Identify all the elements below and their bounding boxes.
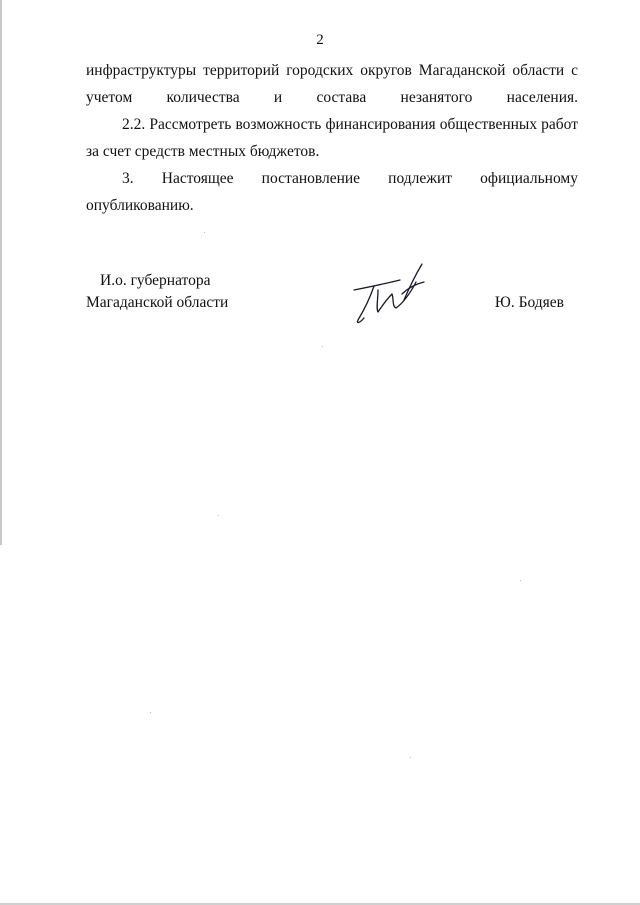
document-body — [86, 58, 578, 220]
page-number: 2 — [316, 32, 324, 48]
signature-block — [86, 270, 578, 350]
paragraph-3: 3. Настоящее постановление подлежит официальному опубликованию. — [86, 170, 578, 214]
scan-speck — [150, 712, 151, 713]
scan-speck — [410, 757, 411, 758]
signatory-position-line2: Магаданской области — [86, 294, 229, 311]
scan-speck — [218, 515, 219, 516]
scan-speck — [520, 580, 521, 581]
paragraph-continuation: инфраструктуры территорий городских округов Магаданской области с учетом количества и состава незанятого населения. — [86, 62, 578, 106]
signatory-name: Ю. Бодяев — [494, 294, 564, 311]
scan-edge-mark — [0, 0, 2, 545]
scan-speck — [322, 346, 323, 347]
scan-speck — [204, 232, 205, 233]
paragraph-2-2: 2.2. Рассмотреть возможность финансирования общественных работ за счет средств местных бюджетов. — [86, 116, 578, 160]
signatory-position-line1: И.о. губернатора — [100, 272, 211, 289]
handwritten-signature — [344, 260, 434, 330]
signatory-position — [86, 270, 228, 314]
